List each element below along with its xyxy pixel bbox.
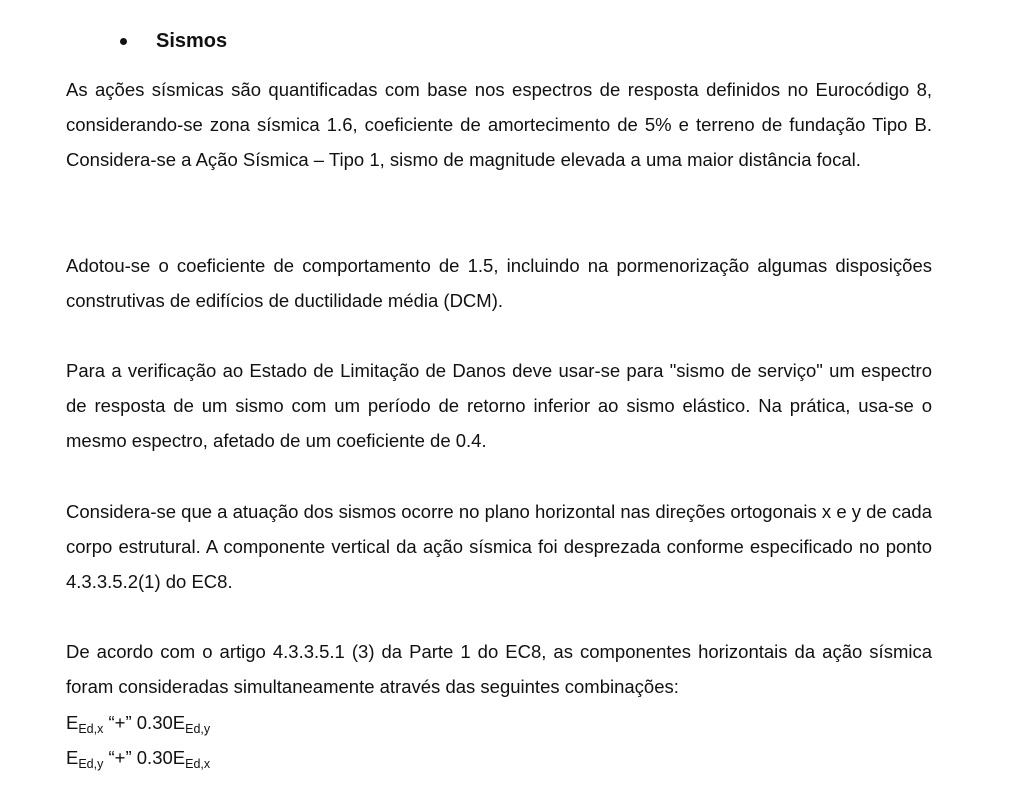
formula-operator: “+” 0.30: [103, 712, 173, 733]
formula-symbol: E: [66, 747, 79, 768]
formula-symbol: E: [172, 747, 186, 768]
formula-subscript: Ed,x: [78, 722, 104, 736]
section-heading: [118, 28, 227, 54]
paragraph-combinations-intro: De acordo com o artigo 4.3.3.5.1 (3) da Parte 1 do EC8, as componentes horizontais da ação sísmica foram consideradas simultaneamente através das seguintes combinações:: [66, 641, 932, 697]
paragraph-seismic-directions: Considera-se que a atuação dos sismos ocorre no plano horizontal nas direções ortogonais x e y de cada corpo estrutural. A componente vertical da ação sísmica foi desprezada conforme especificado no ponto 4.3.3.5.2(1) do EC8.: [66, 501, 932, 592]
formula-subscript: Ed,y: [185, 722, 211, 736]
section-title: Sismos: [156, 29, 228, 52]
formula-symbol: E: [66, 712, 79, 733]
bullet-icon: [120, 38, 127, 45]
formula-subscript: Ed,y: [78, 757, 104, 771]
formula-operator: “+” 0.30: [103, 747, 173, 768]
formula-subscript: Ed,x: [185, 757, 211, 771]
combination-formula: [66, 708, 210, 738]
paragraph-seismic-spectra: As ações sísmicas são quantificadas com base nos espectros de resposta definidos no Eurocódigo 8, considerando-se zona sísmica 1.6, coeficiente de amortecimento de 5% e terreno de fundação Tipo B. Considera-se a Ação Sísmica – Tipo 1, sismo de magnitude elevada a uma maior distância focal.: [66, 79, 932, 170]
formula-symbol: E: [172, 712, 186, 733]
paragraph-damage-limitation: Para a verificação ao Estado de Limitação de Danos deve usar-se para "sismo de serviço" um espectro de resposta de um sismo com um período de retorno inferior ao sismo elástico. Na prática, usa-se o mesmo espectro, afetado de um coeficiente de 0.4.: [66, 360, 932, 451]
combination-formula: [66, 743, 210, 773]
paragraph-behaviour-coefficient: Adotou-se o coeficiente de comportamento de 1.5, incluindo na pormenorização algumas disposições construtivas de edifícios de ductilidade média (DCM).: [66, 255, 932, 311]
